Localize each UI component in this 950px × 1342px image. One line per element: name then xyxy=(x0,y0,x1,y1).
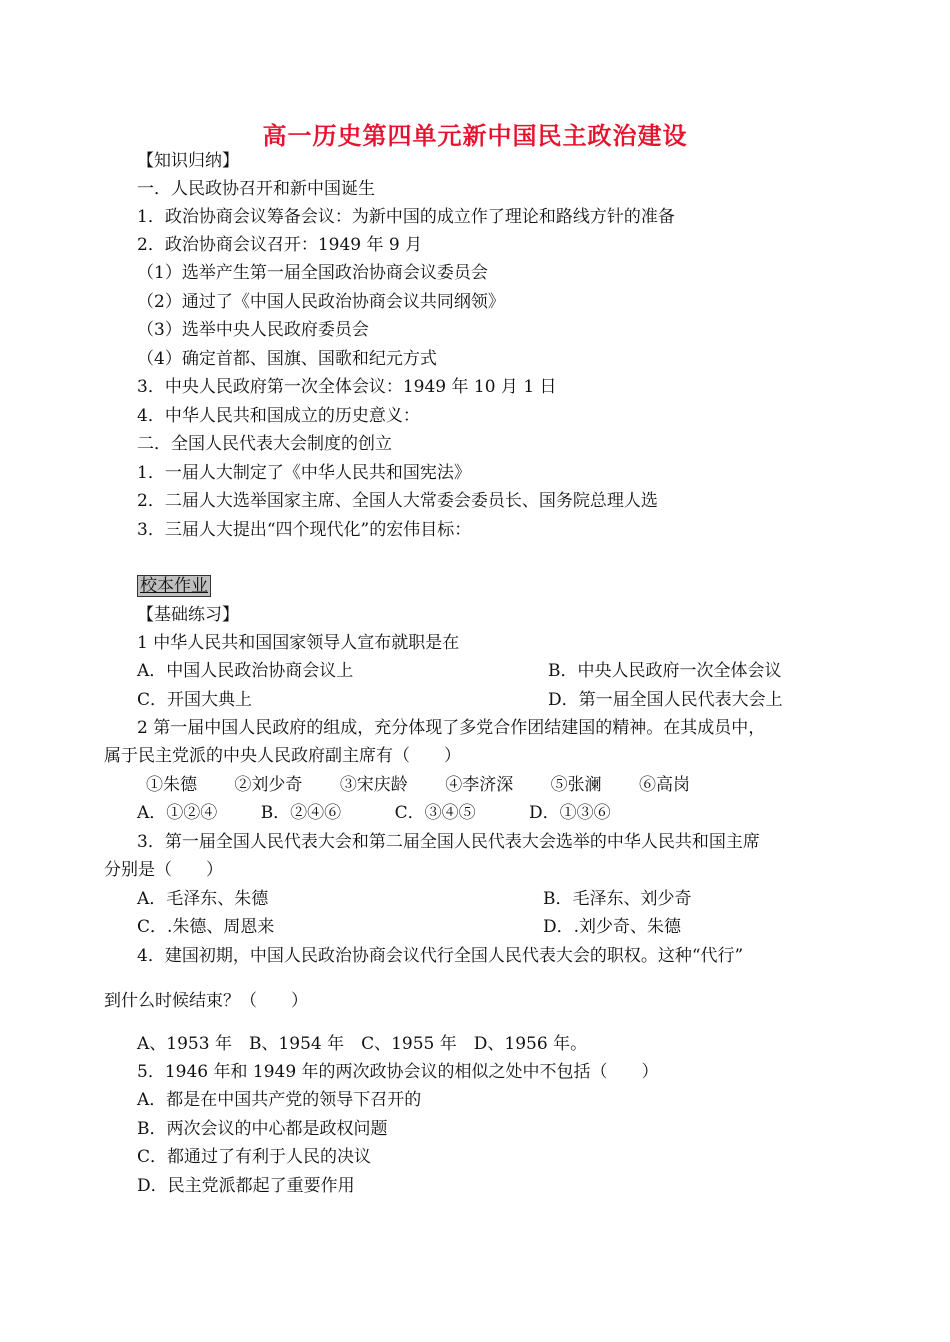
question-2-items xyxy=(146,774,722,796)
question-1-option-a: A．中国人民政治协商会议上 xyxy=(137,661,354,681)
question-5-option-a: A．都是在中国共产党的领导下召开的 xyxy=(137,1090,422,1110)
summary-line: 3．三届人大提出“四个现代化”的宏伟目标： xyxy=(137,520,472,540)
summary-line: （2）通过了《中国人民政治协商会议共同纲领》 xyxy=(137,292,505,312)
page-title: 高一历史第四单元新中国民主政治建设 xyxy=(262,122,688,150)
summary-line: 4．中华人民共和国成立的历史意义： xyxy=(137,406,420,426)
question-4-stem-cont: 到什么时候结束？（ ） xyxy=(104,991,308,1011)
summary-line: 1．政治协商会议筹备会议：为新中国的成立作了理论和路线方针的准备 xyxy=(137,207,675,227)
item: ⑤张澜 xyxy=(550,775,602,795)
summary-line: （3）选举中央人民政府委员会 xyxy=(137,320,369,340)
homework-label-row xyxy=(137,575,211,597)
homework-label: 校本作业 xyxy=(137,575,211,597)
item: ①朱德 xyxy=(146,775,197,795)
option: B．②④⑥ xyxy=(260,803,342,823)
question-2-options xyxy=(137,802,643,824)
item: ④李济深 xyxy=(445,775,514,795)
question-2-stem: 2 第一届中国人民政府的组成，充分体现了多党合作团结建国的精神。在其成员中， xyxy=(137,718,766,738)
summary-line: 3．中央人民政府第一次全体会议：1949 年 10 月 1 日 xyxy=(137,377,557,397)
item: ②刘少奇 xyxy=(234,775,303,795)
question-3-stem-cont: 分别是（ ） xyxy=(104,860,223,880)
option: A．①②④ xyxy=(137,803,218,823)
question-5-option-c: C．都通过了有利于人民的决议 xyxy=(137,1147,372,1167)
option: D．①③⑥ xyxy=(529,803,611,823)
question-4-options: A、1953 年 B、1954 年 C、1955 年 D、1956 年。 xyxy=(137,1034,588,1054)
summary-line: （4）确定首都、国旗、国歌和纪元方式 xyxy=(137,349,437,369)
question-1-option-d: D．第一届全国人民代表大会上 xyxy=(548,690,783,710)
question-3-option-d: D．.刘少奇、朱德 xyxy=(543,917,682,937)
question-3-option-b: B．毛泽东、刘少奇 xyxy=(543,889,692,909)
question-1-stem: 1 中华人民共和国国家领导人宣布就职是在 xyxy=(137,633,460,653)
item: ③宋庆龄 xyxy=(339,775,408,795)
summary-heading: 【知识归纳】 xyxy=(137,151,239,171)
question-3-option-a: A．毛泽东、朱德 xyxy=(137,889,269,909)
question-5-stem: 5．1946 年和 1949 年的两次政协会议的相似之处中不包括（ ） xyxy=(137,1062,659,1082)
question-3-option-c: C．.朱德、周恩来 xyxy=(137,917,275,937)
summary-line: 2．政治协商会议召开：1949 年 9 月 xyxy=(137,235,423,255)
summary-line: 二．全国人民代表大会制度的创立 xyxy=(137,434,392,454)
question-5-option-b: B．两次会议的中心都是政权问题 xyxy=(137,1119,388,1139)
question-4-stem: 4．建国初期，中国人民政治协商会议代行全国人民代表大会的职权。这种“代行” xyxy=(137,946,744,966)
section-heading: 【基础练习】 xyxy=(137,605,239,625)
option: C．③④⑤ xyxy=(394,803,476,823)
question-5-option-d: D．民主党派都起了重要作用 xyxy=(137,1176,355,1196)
question-1-option-b: B．中央人民政府一次全体会议 xyxy=(548,661,782,681)
summary-line: （1）选举产生第一届全国政治协商会议委员会 xyxy=(137,263,488,283)
summary-line: 一．人民政协召开和新中国诞生 xyxy=(137,179,375,199)
question-2-stem-cont: 属于民主党派的中央人民政府副主席有（ ） xyxy=(104,746,461,766)
summary-line: 2．二届人大选举国家主席、全国人大常委会委员长、国务院总理人选 xyxy=(137,491,658,511)
item: ⑥高岗 xyxy=(639,775,691,795)
question-1-option-c: C．开国大典上 xyxy=(137,690,253,710)
question-3-stem: 3．第一届全国人民代表大会和第二届全国人民代表大会选举的中华人民共和国主席 xyxy=(137,832,760,852)
summary-line: 1．一届人大制定了《中华人民共和国宪法》 xyxy=(137,463,471,483)
